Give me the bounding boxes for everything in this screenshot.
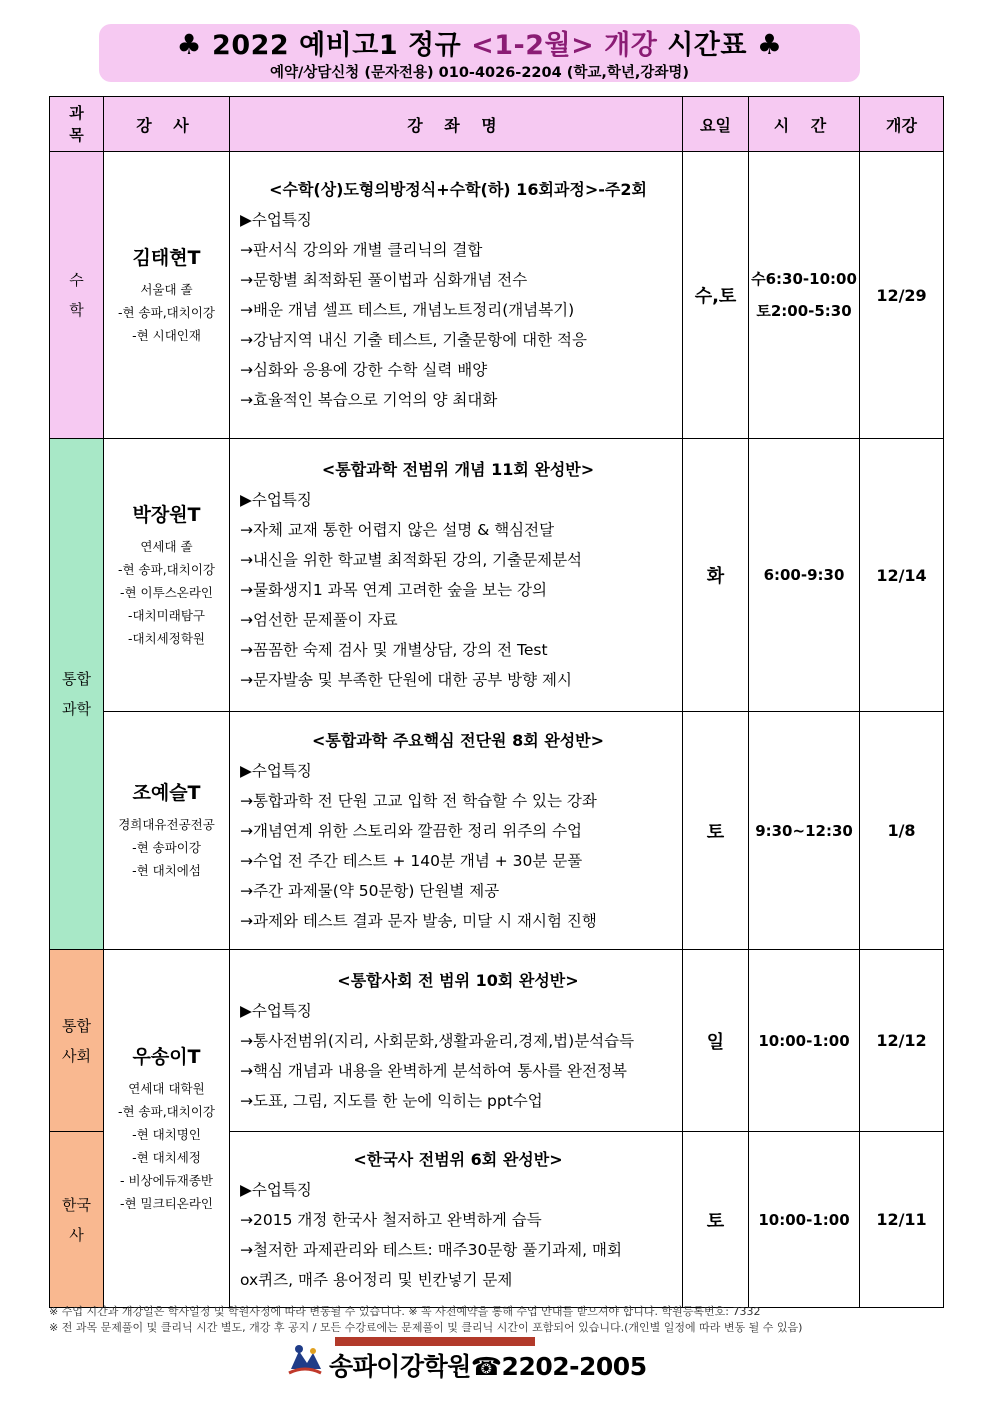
teacher-info: 연세대 졸 xyxy=(140,538,193,554)
teacher-info: -현 시대인재 xyxy=(132,327,201,343)
course-line: →핵심 개념과 내용을 완벽하게 분석하여 통사를 완전정복 xyxy=(240,1061,627,1080)
course-cell xyxy=(230,712,683,950)
subject-label: 통합 xyxy=(62,1016,91,1035)
table-header-row xyxy=(50,97,944,152)
course-line: →개념연계 위한 스토리와 깔끔한 정리 위주의 수업 xyxy=(240,821,583,840)
teacher-name: 조예슬T xyxy=(132,782,201,804)
header-subject xyxy=(50,97,104,152)
teacher-cell xyxy=(104,152,230,439)
day-cell: 일 xyxy=(683,950,749,1132)
club-icon: ♣ xyxy=(756,28,783,61)
time-cell: 6:00-9:30 xyxy=(749,439,860,712)
header-start: 개강 xyxy=(860,97,944,152)
teacher-info: -현 대치에섬 xyxy=(132,863,201,878)
course-line: ▶수업특징 xyxy=(240,1001,312,1020)
start-date-cell: 12/29 xyxy=(860,152,944,439)
teacher-info: -대치세정학원 xyxy=(128,630,205,646)
page-title xyxy=(99,24,860,64)
teacher-info: -현 송파,대치이강 xyxy=(118,304,215,320)
header-subject-line: 과 xyxy=(69,104,84,122)
day-cell: 토 xyxy=(683,712,749,950)
start-date-cell: 12/11 xyxy=(860,1132,944,1308)
academy-name xyxy=(329,1347,647,1383)
teacher-info: 서울대 졸 xyxy=(140,281,193,297)
table-row xyxy=(50,950,944,1132)
header-subject-line: 목 xyxy=(69,126,84,144)
teacher-cell xyxy=(104,439,230,712)
teacher-info: 연세대 대학원 xyxy=(128,1080,205,1096)
subject-math xyxy=(50,152,104,439)
teacher-info: -대치미래탐구 xyxy=(128,607,205,623)
teacher-info: -현 송파,대치이강 xyxy=(118,561,215,577)
teacher-info: -현 송파,대치이강 xyxy=(118,1103,215,1119)
academy-logo-icon xyxy=(285,1339,325,1383)
course-title: <통합과학 주요핵심 전단원 8회 완성반> xyxy=(311,730,605,750)
subject-label: 수 xyxy=(69,271,84,289)
subject-label: 학 xyxy=(69,301,84,319)
start-date-cell: 1/8 xyxy=(860,712,944,950)
teacher-info: -현 밀크티온라인 xyxy=(119,1195,213,1211)
teacher-info: -현 대치세정 xyxy=(132,1149,201,1165)
course-line: →주간 과제물(약 50문항) 단원별 제공 xyxy=(240,881,500,900)
course-line: →통합과학 전 단원 고교 입학 전 학습할 수 있는 강좌 xyxy=(240,791,597,810)
logo-ribbon xyxy=(335,1337,535,1346)
course-line: ▶수업특징 xyxy=(240,491,312,509)
footnotes xyxy=(49,1304,949,1336)
subject-label: 한국 xyxy=(62,1195,91,1214)
course-line: →도표, 그림, 지도를 한 눈에 익히는 ppt수업 xyxy=(240,1091,543,1110)
teacher-name: 박장원T xyxy=(132,503,201,526)
table-row xyxy=(50,152,944,439)
header-course: 강 좌 명 xyxy=(230,97,683,152)
table-row xyxy=(50,712,944,950)
time-cell: 10:00-1:00 xyxy=(749,950,860,1132)
course-line: →철저한 과제관리와 테스트: 매주30문항 풀기과제, 매회 xyxy=(240,1240,622,1259)
course-cell xyxy=(230,439,683,712)
course-line: ▶수업특징 xyxy=(240,1180,312,1199)
footnote-line: ※ 수업 시간과 개강일은 학사일정 및 학원사정에 따라 변동될 수 있습니다. ※ 꼭 사전예약을 통해 수업 안내를 받으셔야 합니다. 학원등록번호: 7332 xyxy=(49,1305,761,1318)
header-day: 요일 xyxy=(683,97,749,152)
course-line: →강남지역 내신 기출 테스트, 기출문항에 대한 적응 xyxy=(240,331,587,349)
time-line: 수6:30-10:00 xyxy=(751,270,857,288)
course-line: →엄선한 문제풀이 자료 xyxy=(240,611,398,629)
header-teacher: 강 사 xyxy=(104,97,230,152)
course-title: <한국사 전범위 6회 완성반> xyxy=(353,1149,563,1169)
course-title: <통합사회 전 범위 10회 완성반> xyxy=(337,970,579,990)
day-cell: 수,토 xyxy=(683,152,749,439)
course-line: →꼼꼼한 숙제 검사 및 개별상담, 강의 전 Test xyxy=(240,641,548,659)
course-cell xyxy=(230,152,683,439)
club-icon: ♣ xyxy=(176,28,203,61)
time-cell: 10:00-1:00 xyxy=(749,1132,860,1308)
header-time: 시 간 xyxy=(749,97,860,152)
course-line: →배운 개념 셀프 테스트, 개념노트정리(개념복기) xyxy=(240,301,575,319)
course-line: →통사전범위(지리, 사회문화,생활과윤리,경제,법)분석습득 xyxy=(240,1031,635,1050)
course-line: →문자발송 및 부족한 단원에 대한 공부 방향 제시 xyxy=(240,671,572,689)
teacher-info: -현 송파이강 xyxy=(132,840,201,855)
teacher-info: - 비상에듀재종반 xyxy=(119,1172,213,1188)
footnote-line: ※ 전 과목 문제풀이 및 클리닉 시간 별도, 개강 후 공지 / 모든 수강료에는 문제풀이 및 클리닉 시간이 포함되어 있습니다.(개인별 일정에 따라 변동 될 수 있음) xyxy=(49,1321,803,1334)
day-cell: 토 xyxy=(683,1132,749,1308)
course-line: →자체 교재 통한 어렵지 않은 설명 & 핵심전달 xyxy=(240,521,555,539)
course-line: →내신을 위한 학교별 최적화된 강의, 기출문제분석 xyxy=(240,551,583,569)
course-line: →물화생지1 과목 연계 고려한 숲을 보는 강의 xyxy=(240,581,547,599)
teacher-name: 김태현T xyxy=(132,246,201,269)
page-subtitle: 예약/상담신청 (문자전용) 010-4026-2204 (학교,학년,강좌명) xyxy=(269,65,690,81)
day-cell: 화 xyxy=(683,439,749,712)
course-cell xyxy=(230,1132,683,1308)
title-suffix: 시간표 xyxy=(667,30,747,61)
academy-title: 송파이강학원 xyxy=(329,1352,471,1381)
course-line: →문항별 최적화된 풀이법과 심화개념 전수 xyxy=(240,271,528,289)
course-line: ▶수업특징 xyxy=(240,761,312,780)
course-line: ox퀴즈, 매주 용어정리 및 빈칸넣기 문제 xyxy=(240,1270,513,1289)
teacher-info: -현 대치명인 xyxy=(132,1126,201,1142)
teacher-info: 경희대유전공전공 xyxy=(118,817,215,832)
course-title: <통합과학 전범위 개념 11회 완성반> xyxy=(321,460,595,479)
subject-label: 통합 xyxy=(62,670,91,688)
teacher-info: -현 이투스온라인 xyxy=(119,584,213,600)
teacher-cell xyxy=(104,950,230,1308)
course-line: →판서식 강의와 개별 클리닉의 결합 xyxy=(240,241,483,259)
subject-label: 사회 xyxy=(62,1046,91,1065)
title-prefix: 2022 예비고1 정규 xyxy=(212,30,462,61)
subject-history xyxy=(50,1132,104,1308)
subject-social xyxy=(50,950,104,1132)
course-line: ▶수업특징 xyxy=(240,211,312,229)
academy-phone: ☎2202-2005 xyxy=(470,1352,647,1381)
subject-science xyxy=(50,439,104,950)
course-line: →효율적인 복습으로 기억의 양 최대화 xyxy=(240,391,498,409)
start-date-cell: 12/14 xyxy=(860,439,944,712)
schedule-table xyxy=(49,96,944,1308)
start-date-cell: 12/12 xyxy=(860,950,944,1132)
course-line: →수업 전 주간 테스트 + 140분 개념 + 30분 문풀 xyxy=(240,851,583,870)
teacher-name: 우송이T xyxy=(132,1045,201,1068)
title-highlight: <1-2월> 개강 xyxy=(471,30,658,61)
table-row xyxy=(50,439,944,712)
teacher-cell xyxy=(104,712,230,950)
course-cell xyxy=(230,950,683,1132)
page-header xyxy=(99,24,860,82)
time-cell xyxy=(749,152,860,439)
course-line: →2015 개정 한국사 철저하고 완벽하게 습득 xyxy=(240,1210,542,1229)
time-line: 토2:00-5:30 xyxy=(756,302,852,320)
course-title: <수학(상)도형의방정식+수학(하) 16회과정>-주2회 xyxy=(269,180,647,199)
course-line: →심화와 응용에 강한 수학 실력 배양 xyxy=(240,361,488,379)
course-line: →과제와 테스트 결과 문자 발송, 미달 시 재시험 진행 xyxy=(240,911,597,930)
subject-label: 과학 xyxy=(62,700,91,718)
subject-label: 사 xyxy=(69,1225,84,1244)
time-cell: 9:30~12:30 xyxy=(749,712,860,950)
